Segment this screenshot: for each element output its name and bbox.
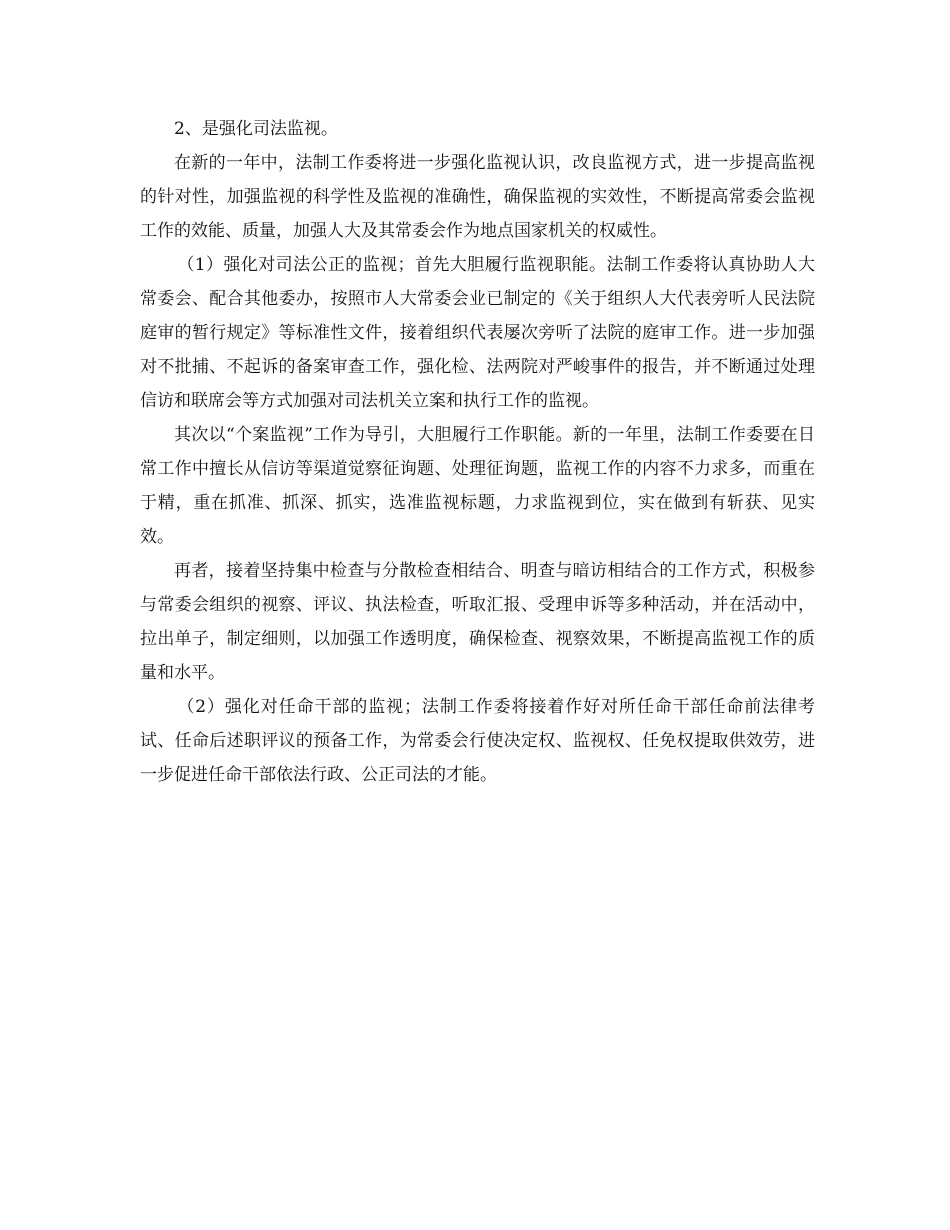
paragraph-intro: 在新的一年中，法制工作委将进一步强化监视认识，改良监视方式，进一步提高监视的针对性，加强监视的科学性及监视的准确性，确保监视的实效性，不断提高常委会监视工作的效能、质量，加强人大及其常委会作为地点国家机关的权威性。 — [140, 153, 815, 241]
section-heading: 2、是强化司法监视。 — [174, 119, 338, 139]
paragraph-inspection: 再者，接着坚持集中检查与分散检查相结合、明查与暗访相结合的工作方式，积极参与常委会组织的视察、评议、执法检查，听取汇报、受理申诉等多种活动，并在活动中，拉出单子，制定细则，以加强工作透明度，确保检查、视察效果，不断提高监视工作的质量和水平。 — [140, 561, 815, 683]
paragraph-judicial-fairness: （1）强化对司法公正的监视；首先大胆履行监视职能。法制工作委将认真协助人大常委会、配合其他委办，按照市人大常委会业已制定的《关于组织人大代表旁听人民法院庭审的暂行规定》等标准性文件，接着组织代表屡次旁听了法院的庭审工作。进一步加强对不批捕、不起诉的备案审查工作，强化检、法两院对严峻事件的报告，并不断通过处理信访和联席会等方式加强对司法机关立案和执行工作的监视。 — [140, 255, 815, 411]
paragraph-appointed-cadres: （2）强化对任命干部的监视；法制工作委将接着作好对所任命干部任命前法律考试、任命后述职评议的预备工作，为常委会行使决定权、监视权、任免权提取供效劳，进一步促进任命干部依法行政、公正司法的才能。 — [140, 697, 815, 785]
document-body — [140, 112, 815, 792]
paragraph-case-supervision: 其次以“个案监视”工作为导引，大胆履行工作职能。新的一年里，法制工作委要在日常工作中擅长从信访等渠道觉察征询题、处理征询题，监视工作的内容不力求多，而重在于精，重在抓准、抓深、抓实，选准监视标题，力求监视到位，实在做到有斩获、见实效。 — [140, 425, 815, 547]
